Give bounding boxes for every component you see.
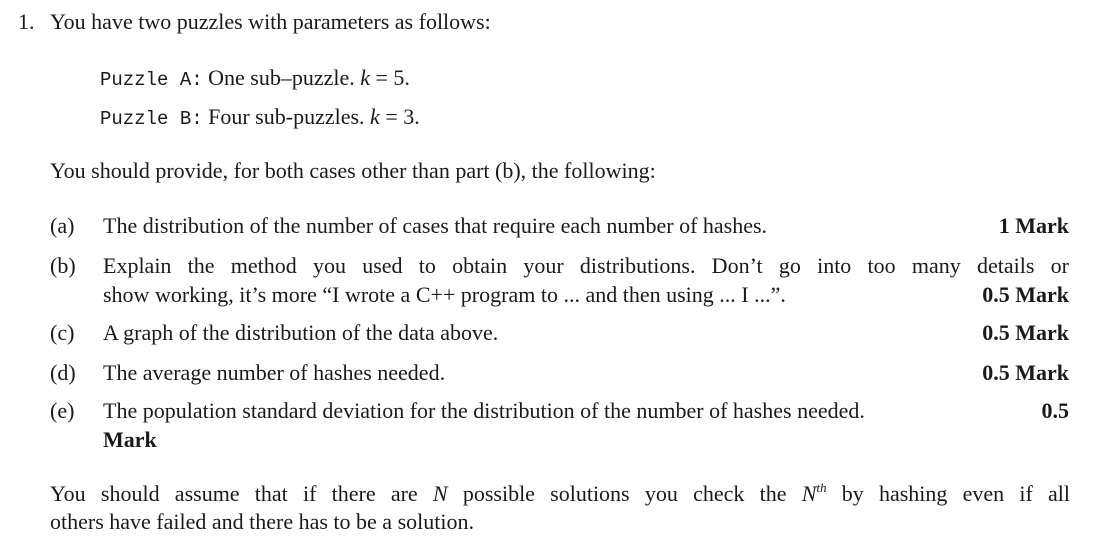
item-c-label: (c) bbox=[50, 320, 75, 345]
puzzle-b-desc: Four sub-puzzles. bbox=[208, 104, 371, 129]
closing-var-n2: N bbox=[801, 481, 817, 506]
closing-sup: th bbox=[816, 480, 827, 495]
closing-line-1 bbox=[50, 480, 1070, 508]
item-e-text: The population standard deviation for the distribution of the number of hashes needed. bbox=[103, 398, 865, 423]
puzzle-a-desc: One sub–puzzle. bbox=[208, 65, 361, 90]
item-a-text: The distribution of the number of cases that require each number of hashes. bbox=[103, 213, 768, 238]
question-stem: You have two puzzles with parameters as follows: bbox=[50, 9, 491, 34]
item-d-text: The average number of hashes needed. bbox=[103, 360, 446, 385]
closing-var-n: N bbox=[432, 481, 448, 506]
closing-line-2: others have failed and there has to be a solution. bbox=[50, 509, 474, 534]
puzzle-a-eq: = 5. bbox=[370, 65, 410, 90]
item-e-mark-number: 0.5 bbox=[1041, 398, 1069, 423]
closing-post: by hashing even if all bbox=[826, 481, 1070, 506]
puzzle-a-name: Puzzle A: bbox=[100, 69, 203, 91]
intro-text: You should provide, for both cases other than part (b), the following: bbox=[50, 158, 656, 183]
item-b-text-line1: Explain the method you used to obtain your distributions. Don’t go into too many details or bbox=[103, 253, 1069, 278]
item-d-mark: 0.5 Mark bbox=[982, 360, 1069, 385]
item-e-label: (e) bbox=[50, 398, 75, 423]
question-number: 1. bbox=[18, 9, 35, 34]
puzzle-b-name: Puzzle B: bbox=[100, 108, 203, 130]
closing-mid: possible solutions you check the bbox=[447, 481, 802, 506]
item-a-mark: 1 Mark bbox=[998, 213, 1069, 238]
item-b-label: (b) bbox=[50, 253, 76, 278]
puzzle-b-var: k bbox=[370, 104, 380, 129]
closing-paragraph bbox=[50, 480, 1070, 536]
item-d-label: (d) bbox=[50, 360, 76, 385]
item-c-mark: 0.5 Mark bbox=[982, 320, 1069, 345]
item-b-text-line2: show working, it’s more “I wrote a C++ program to ... and then using ... I ...”. bbox=[103, 282, 786, 307]
puzzle-b-line bbox=[100, 103, 420, 133]
item-e-mark-word: Mark bbox=[103, 427, 157, 452]
puzzle-a-line bbox=[100, 64, 410, 94]
item-b-mark: 0.5 Mark bbox=[982, 282, 1069, 307]
item-a-label: (a) bbox=[50, 213, 75, 238]
puzzle-b-eq: = 3. bbox=[379, 104, 420, 129]
puzzle-a-var: k bbox=[360, 65, 371, 90]
item-c-text: A graph of the distribution of the data above. bbox=[103, 320, 499, 345]
closing-pre: You should assume that if there are bbox=[50, 481, 433, 506]
